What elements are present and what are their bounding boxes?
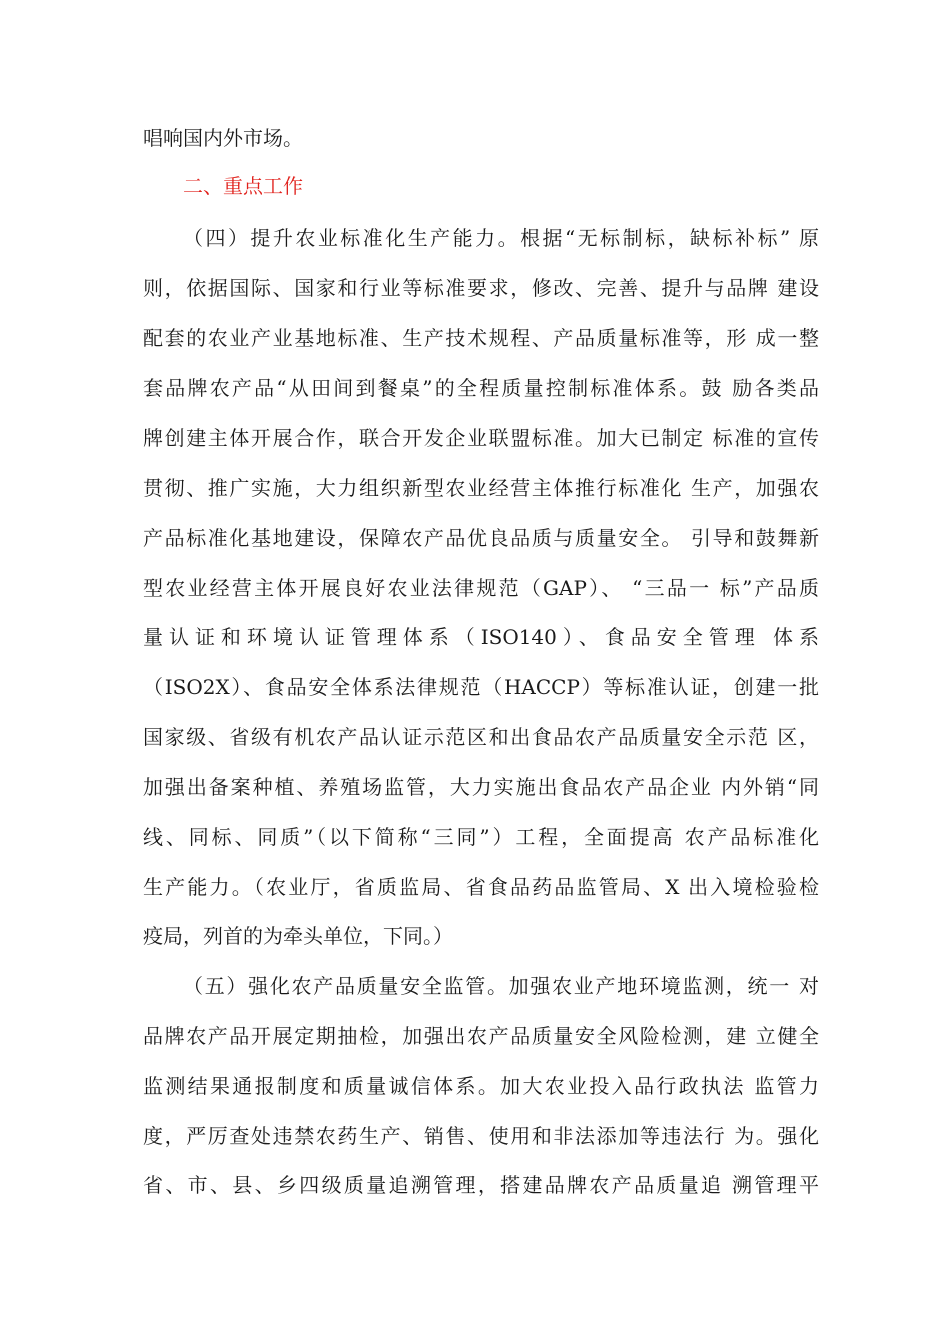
paragraph-line: （ISO2X）、食品安全体系法律规范（HACCP）等标准认证，创建一批 [143,675,819,699]
paragraph-line: 套品牌农产品“从田间到餐桌”的全程质量控制标准体系。鼓 励各类品 [143,376,819,400]
paragraph-line: 配套的农业产业基地标准、生产技术规程、产品质量标准等，形 成一整 [143,326,819,350]
paragraph-line: 牌创建主体开展合作，联合开发企业联盟标准。加大已制定 标准的宣传 [143,426,819,450]
paragraph-line: 线、同标、同质”（以下简称“三同”）工程，全面提高 农产品标准化 [143,825,819,849]
paragraph-line: 型农业经营主体开展良好农业法律规范（GAP）、 “三品一 标”产品质 [143,576,819,600]
paragraph-line: 度，严厉查处违禁农药生产、销售、使用和非法添加等违法行 为。强化 [143,1124,819,1148]
paragraph-line: 国家级、省级有机农产品认证示范区和出食品农产品质量安全示范 区， [143,725,819,749]
paragraph-line: 则，依据国际、国家和行业等标准要求，修改、完善、提升与品牌 建设 [143,276,819,300]
paragraph-line: 生产能力。（农业厅，省质监局、省食品药品监管局、X 出入境检验检 [143,875,819,899]
paragraph-line: （四）提升农业标准化生产能力。根据“无标制标，缺标补标” 原 [183,226,819,250]
paragraph-line: 品牌农产品开展定期抽检，加强出农产品质量安全风险检测，建 立健全 [143,1024,819,1048]
paragraph-line: 省、市、县、乡四级质量追溯管理，搭建品牌农产品质量追 溯管理平 [143,1173,819,1197]
paragraph-line: 量认证和环境认证管理体系（ISO140）、食品安全管理 体系 [143,625,819,649]
section-heading: 二、重点工作 [183,174,303,198]
paragraph-line: 产品标准化基地建设，保障农产品优良品质与质量安全。 引导和鼓舞新 [143,526,819,550]
paragraph-line: （五）强化农产品质量安全监管。加强农业产地环境监测，统一 对 [183,974,819,998]
paragraph-line: 监测结果通报制度和质量诚信体系。加大农业投入品行政执法 监管力 [143,1074,819,1098]
paragraph-line: 贯彻、推广实施，大力组织新型农业经营主体推行标准化 生产，加强农 [143,476,819,500]
paragraph-line: 疫局，列首的为牵头单位，下同。） [143,924,453,948]
continuation-line: 唱响国内外市场。 [143,126,303,150]
paragraph-line: 加强出备案种植、养殖场监管，大力实施出食品农产品企业 内外销“同 [143,775,819,799]
